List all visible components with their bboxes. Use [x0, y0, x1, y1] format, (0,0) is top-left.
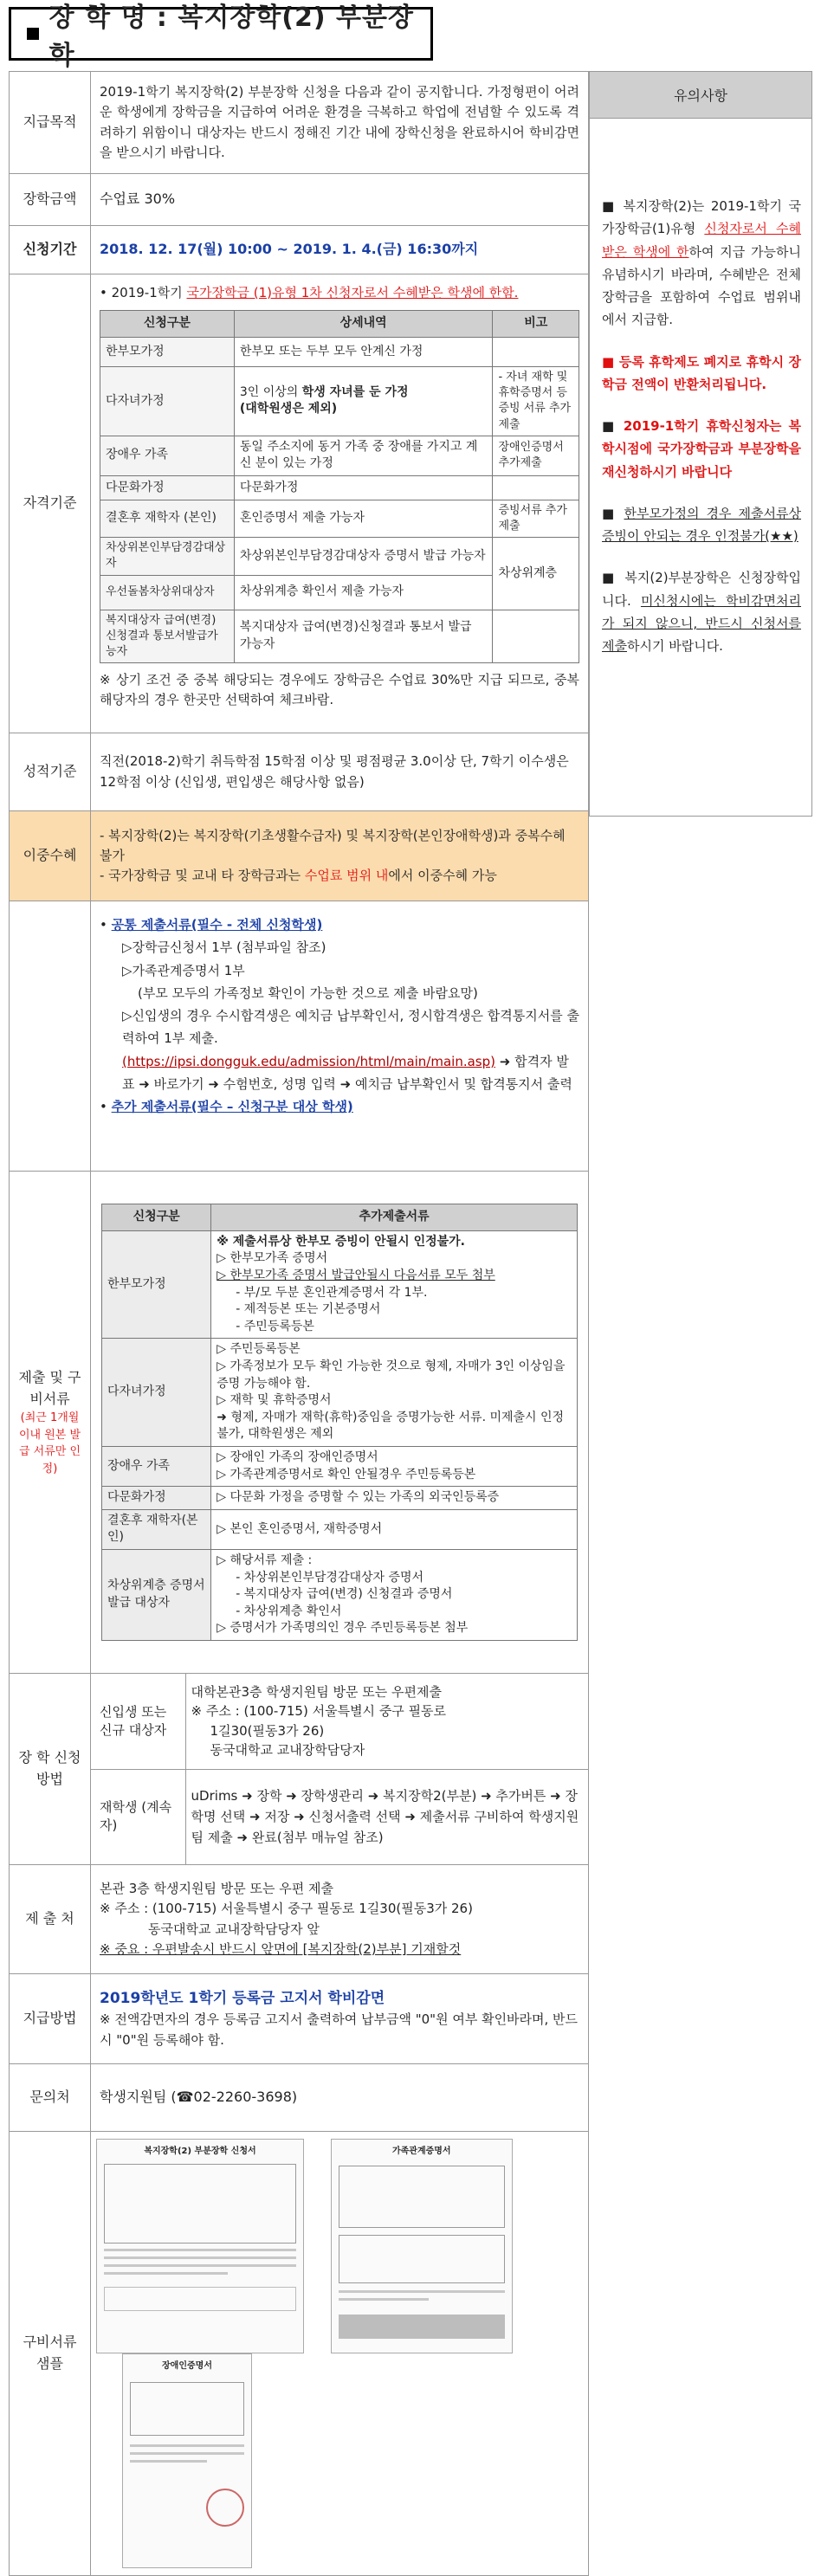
elig-cat: 다문화가정	[100, 475, 235, 500]
double-line2	[100, 866, 579, 886]
pay-title: 2019학년도 1학기 등록금 고지서 학비감면	[100, 1990, 385, 2008]
submit-l4: ※ 중요 : 우편발송시 반드시 앞면에 [복지장학(2)부분] 기재할것	[100, 1940, 462, 1957]
double-line2-c: 에서 이중수혜 가능	[388, 868, 497, 884]
samples-cell	[91, 2132, 589, 2576]
double-cell	[91, 811, 589, 901]
period-label-cell	[10, 226, 91, 274]
docs-line: - 제적등본 또는 기본증명서	[236, 1302, 381, 1317]
docs-cat: 한부모가정	[102, 1230, 211, 1339]
elig-cat: 한부모가정	[100, 337, 235, 366]
docs-cat: 차상위계층 증명서 발급 대상자	[102, 1549, 211, 1640]
eligibility-intro-b: 국가장학금 (1)유형 1차 신청자로서 수혜받은 학생에 한함.	[186, 285, 519, 300]
docs-cell	[91, 1172, 589, 1674]
elig-detail-b: 학생 자녀를 둔 가정	[301, 384, 409, 399]
docs-line: ▷ 증명서가 가족명의인 경우 주민등록등본 첨부	[217, 1621, 469, 1636]
elig-detail: 복지대상자 급여(변경)신청결과 통보서 발급 가능자	[234, 610, 493, 663]
grades-text: 직전(2018-2)학기 취득학점 15학점 이상 및 평점평균 3.0이상 단, 7학기 이수생은 12학점 이상 (신입생, 편입생은 해당사항 없음)	[91, 733, 589, 811]
amount-text: 수업료 30%	[91, 174, 589, 226]
notes-item-1	[602, 195, 801, 332]
eligibility-intro	[100, 283, 579, 303]
notes-item-1-b: 신청자로서 수혜받은 학생에 한	[602, 221, 801, 260]
docs-line: ▷ 재학 및 휴학증명서	[217, 1393, 332, 1408]
docs-detail	[211, 1230, 578, 1339]
title-text: 장 학 명 : 복지장학(2) 부분장학	[48, 3, 414, 71]
pay-text: ※ 전액감면자의 경우 등록금 고지서 출력하여 납부금액 "0"원 여부 확인바라며, 반드시 "0"원 등록해야 함.	[100, 2011, 579, 2048]
elig-note: 차상위계층	[493, 538, 579, 610]
docs-line: - 주민등록등본	[236, 1319, 314, 1333]
elig-cat: 결혼후 재학자 (본인)	[100, 500, 235, 537]
row-contact	[10, 2064, 589, 2132]
elig-detail: 다문화가정	[234, 475, 493, 500]
common-extra-text: 추가 제출서류(필수 – 신청구분 대상 학생)	[111, 1099, 353, 1114]
eligibility-footnote: ※ 상기 조건 중 중복 해당되는 경우에도 장학금은 수업료 30%만 지급 되므로, 중복 해당자의 경우 한곳만 선택하여 체크바람.	[100, 672, 579, 708]
submit-l1: 본관 3층 학생지원팀 방문 또는 우편 제출	[100, 1881, 333, 1896]
elig-detail: 차상위계층 확인서 제출 가능자	[234, 575, 493, 610]
row-pay	[10, 1974, 589, 2064]
docs-line: - 부/모 두분 혼인관계증명서 각 1부.	[236, 1285, 428, 1300]
docs-line: ▷ 해당서류 제출 :	[217, 1553, 313, 1567]
sample-seal-icon	[206, 2489, 244, 2527]
notes-item-4-b: 한부모가정의 경우 제출서류상 증빙이 안되는 경우 인정불가(★★)	[602, 505, 801, 544]
sample-grid	[104, 2164, 296, 2244]
method-r1-line: 동국대학교 교내장학담당자	[210, 1742, 365, 1759]
docs-label-cell	[10, 1172, 91, 1674]
elig-cat: 차상위본인부담경감대상자	[100, 538, 235, 575]
elig-note	[493, 337, 579, 366]
docs-line: ▷ 가족관계증명서로 확인 안될경우 주민등록등본	[217, 1467, 476, 1482]
sample-disability-cert	[122, 2353, 252, 2568]
notes-item-1-a: ■ 복지장학(2)는 2019-1학기 국가장학금(1)유형	[602, 198, 801, 237]
common-url[interactable]: (https://ipsi.dongguk.edu/admission/html/main/main.asp)	[122, 1053, 495, 1069]
notes-item-3	[602, 415, 801, 483]
sample-grid	[339, 2235, 505, 2283]
double-line1: - 복지장학(2)는 복지장학(기초생활수급자) 및 복지장학(본인장애학생)과 중복수혜 불가	[100, 827, 566, 863]
common-label	[10, 901, 91, 1172]
notes-item-5	[602, 566, 801, 657]
page-title	[9, 3, 433, 71]
elig-head-cat: 신청구분	[100, 311, 235, 338]
elig-head-detail: 상세내역	[234, 311, 493, 338]
period-cell	[91, 226, 589, 274]
elig-cat: 다자녀가정	[100, 366, 235, 436]
sample-family-title: 가족관계증명서	[391, 2147, 451, 2156]
docs-detail	[211, 1339, 578, 1447]
elig-cat: 복지대상자 급여(변경) 신청결과 통보서발급가능자	[100, 610, 235, 663]
elig-note: 증빙서류 추가제출	[493, 500, 579, 537]
notes-item-4-a: ■	[602, 505, 624, 521]
sample-application-title: 복지장학(2) 부분장학 신청서	[144, 2147, 256, 2156]
notes-item-5-c: 하시기 바랍니다.	[626, 638, 723, 654]
method-r1-detail	[185, 1674, 588, 1769]
contact-text: 학생지원팀 (☎02-2260-3698)	[91, 2064, 589, 2132]
notes-item-1-c: 하여 지급 가능하니 유념하시기 바라며, 수혜받은 전체 장학금을 포함하여 수업료 범위내에서 지급함.	[602, 243, 801, 328]
notes-item-5-b: 미신청시에는 학비감면처리가 되지 않으니, 반드시 신청서를 제출	[602, 592, 801, 654]
row-method	[10, 1674, 589, 1865]
docs-cat: 다문화가정	[102, 1487, 211, 1510]
contact-label: 문의처	[10, 2064, 91, 2132]
notes-panel	[589, 119, 812, 817]
common-l4: ▷신입생의 경우 수시합격생은 예치금 납부확인서, 정시합격생은 합격통지서를 출력하여 1부 제출.	[122, 1008, 579, 1047]
sample-line	[339, 2298, 429, 2301]
notes-item-2: ■ 등록 휴학제도 폐지로 휴학시 장학금 전액이 반환처리됩니다.	[602, 353, 801, 392]
eligibility-label: 자격기준	[10, 274, 91, 733]
submit-l3: 동국대학교 교내장학담당자 앞	[148, 1921, 320, 1937]
sample-line	[104, 2256, 296, 2259]
sample-line	[130, 2452, 244, 2455]
docs-cat: 다자녀가정	[102, 1339, 211, 1447]
sample-line	[104, 2264, 296, 2267]
common-cell	[91, 901, 589, 1172]
sample-barcode-icon	[339, 2315, 505, 2339]
period-label: 신청기간	[23, 241, 77, 258]
samples-label: 구비서류 샘플	[10, 2132, 91, 2576]
submit-l2: ※ 주소 : (100-715) 서울특별시 중구 필동로 1길30(필동3가 26)	[100, 1901, 473, 1917]
notes-header: 유의사항	[589, 71, 812, 119]
method-label: 장 학 신청방법	[10, 1674, 91, 1865]
method-r1-line: 1길30(필동3가 26)	[210, 1722, 325, 1739]
elig-detail: 차상위본인부담경감대상자 증명서 발급 가능자	[234, 538, 493, 575]
docs-line: ※ 제출서류상 한부모 증빙이 안될시 인정불가.	[217, 1234, 465, 1249]
elig-note: - 자녀 재학 및 휴학증명서 등 증빙 서류 추가 제출	[493, 366, 579, 436]
common-l5: ➜ 합격자 발표 ➜ 바로가기 ➜ 수험번호, 성명 입력 ➜ 예치금 납부확인서 및 합격통지서 출력	[122, 1053, 572, 1092]
common-l1: ▷장학금신청서 1부 (첨부파일 참조)	[122, 939, 326, 956]
purpose-label: 지급목적	[10, 72, 91, 174]
eligibility-intro-a: • 2019-1학기	[100, 285, 187, 300]
elig-detail-a: 3인 이상의	[239, 384, 302, 399]
docs-line: - 복지대상자 급여(변경) 신청결과 증명서	[236, 1587, 453, 1602]
elig-detail: 혼인증명서 제출 가능자	[234, 500, 493, 537]
sample-line	[339, 2290, 505, 2293]
elig-note	[493, 610, 579, 663]
elig-detail: 동일 주소지에 동거 가족 중 장애를 가지고 계신 분이 있는 가정	[234, 436, 493, 475]
row-docs	[10, 1172, 589, 1674]
method-r2-cat: 재학생 (계속자)	[91, 1769, 185, 1864]
sample-disability-title: 장애인증명서	[162, 2361, 212, 2371]
sample-grid	[339, 2166, 505, 2228]
docs-line: ▷ 장애인 가족의 장애인증명서	[217, 1449, 378, 1464]
sample-grid	[130, 2382, 244, 2436]
docs-head-cat: 신청구분	[102, 1204, 211, 1231]
notes-item-5-a: ■ 복지(2)부분장학은 신청장학입니다.	[602, 570, 801, 609]
submit-label: 제 출 처	[10, 1865, 91, 1974]
docs-line: ▷ 주민등록등본	[217, 1342, 301, 1357]
purpose-text: 2019-1학기 복지장학(2) 부분장학 신청을 다음과 같이 공지합니다. 가정형편이 어려운 학생에게 장학금을 지급하여 어려운 환경을 극복하고 학업에 전념할 수 있도록 격려하기 위함이니 대상자는 반드시 정해진 기간 내에 장학신청을 완료하시어 학비감면을 받으시기 바랍니다.	[91, 72, 589, 174]
row-double	[10, 811, 589, 901]
pay-label: 지급방법	[10, 1974, 91, 2064]
eligibility-cell	[91, 274, 589, 733]
elig-detail	[234, 366, 493, 436]
notes-item-3-b: 2019-1학기 휴학신청자는 복학시점에 국가장학금과 부분장학을 재신청하시기 바랍니다	[602, 418, 801, 480]
docs-line: - 차상위본인부담경감대상자 증명서	[236, 1570, 424, 1585]
row-submit	[10, 1865, 589, 1974]
docs-label: 제출 및 구비서류	[18, 1368, 81, 1407]
pay-cell	[91, 1974, 589, 2064]
sample-footer	[104, 2287, 296, 2311]
elig-note	[493, 475, 579, 500]
method-table	[91, 1674, 588, 1864]
common-url-line	[100, 1050, 579, 1096]
docs-line: ➜ 형제, 자매가 재학(휴학)중임을 증명가능한 서류. 미제출시 인정불가, 대학원생은 제외	[217, 1410, 565, 1442]
common-l3: (부모 모두의 가족정보 확인이 가능한 것으로 제출 바람요망)	[138, 985, 478, 1001]
submit-cell	[91, 1865, 589, 1974]
row-grades	[10, 733, 589, 811]
sample-line	[130, 2444, 244, 2447]
method-r1-cat: 신입생 또는 신규 대상자	[91, 1674, 185, 1769]
sample-line	[104, 2272, 228, 2275]
elig-detail: 한부모 또는 두부 모두 안계신 가정	[234, 337, 493, 366]
method-r1-line: ※ 주소 : (100-715) 서울특별시 중구 필동로	[191, 1703, 447, 1720]
eligibility-table	[100, 310, 579, 663]
title-square-icon	[27, 28, 39, 40]
double-line2-b: 수업료 범위 내	[304, 868, 389, 884]
sample-line	[104, 2249, 296, 2251]
docs-detail: ▷ 본인 혼인증명서, 재학증명서	[211, 1509, 578, 1549]
row-samples	[10, 2132, 589, 2576]
docs-label-note: (최근 1개월 이내 원본 발급 서류만 인정)	[18, 1411, 81, 1475]
docs-cat: 장애우 가족	[102, 1446, 211, 1486]
double-line2-a: - 국가장학금 및 교내 타 장학금과는	[100, 868, 305, 884]
row-eligibility	[10, 274, 589, 733]
notes-item-3-a: ■	[602, 418, 624, 434]
row-amount	[10, 174, 589, 226]
notes-item-4	[602, 502, 801, 548]
elig-note: 장애인증명서 추가제출	[493, 436, 579, 475]
double-label: 이중수혜	[10, 811, 91, 901]
method-r2-detail: uDrims ➜ 장학 ➜ 장학생관리 ➜ 복지장학2(부분) ➜ 추가버튼 ➜ 장학명 선택 ➜ 저장 ➜ 신청서출력 선택 ➜ 제출서류 구비하여 학생지원팀 제출 ➜ 완료(첨부 매뉴얼 참조)	[185, 1769, 588, 1864]
docs-line: - 차상위계층 확인서	[236, 1604, 342, 1618]
row-common	[10, 901, 589, 1172]
method-r1-line: 대학본관3층 학생지원팀 방문 또는 우편제출	[191, 1683, 442, 1700]
sample-application-form	[96, 2139, 304, 2353]
common-title: • 공통 제출서류(필수 - 전체 신청학생)	[100, 917, 323, 933]
method-cell	[91, 1674, 589, 1865]
docs-line: ▷ 한부모가족 증명서 발급안될시 다음서류 모두 첨부	[217, 1269, 495, 1282]
main-table	[9, 71, 589, 2576]
docs-head-detail: 추가제출서류	[211, 1204, 578, 1231]
row-purpose	[10, 72, 589, 174]
docs-line: ▷ 한부모가족 증명서	[217, 1251, 328, 1266]
common-extra: • 추가 제출서류(필수 – 신청구분 대상 학생)	[100, 1099, 353, 1114]
elig-cat: 장애우 가족	[100, 436, 235, 475]
elig-head-note: 비고	[493, 311, 579, 338]
elig-cat: 우선돌봄차상위대상자	[100, 575, 235, 610]
elig-detail-c: (대학원생은 제외)	[239, 402, 338, 416]
docs-detail	[211, 1549, 578, 1640]
docs-line: ▷ 가족정보가 모두 확인 가능한 것으로 형제, 자매가 3인 이상임을 증명 가능해야 함.	[217, 1359, 566, 1391]
common-l2: ▷가족관계증명서 1부	[122, 962, 245, 978]
grades-label: 성적기준	[10, 733, 91, 811]
docs-detail	[211, 1446, 578, 1486]
docs-table	[101, 1204, 578, 1641]
amount-label: 장학금액	[10, 174, 91, 226]
sample-family-cert	[331, 2139, 513, 2353]
docs-cat: 결혼후 재학자(본인)	[102, 1509, 211, 1549]
period-text: 2018. 12. 17(월) 10:00 ~ 2019. 1. 4.(금) 16:30까지	[100, 241, 479, 258]
docs-detail: ▷ 다문화 가정을 증명할 수 있는 가족의 외국인등록증	[211, 1487, 578, 1510]
row-period	[10, 226, 589, 274]
sample-line	[130, 2460, 207, 2463]
common-title-text: 공통 제출서류(필수 - 전체 신청학생)	[111, 917, 323, 933]
